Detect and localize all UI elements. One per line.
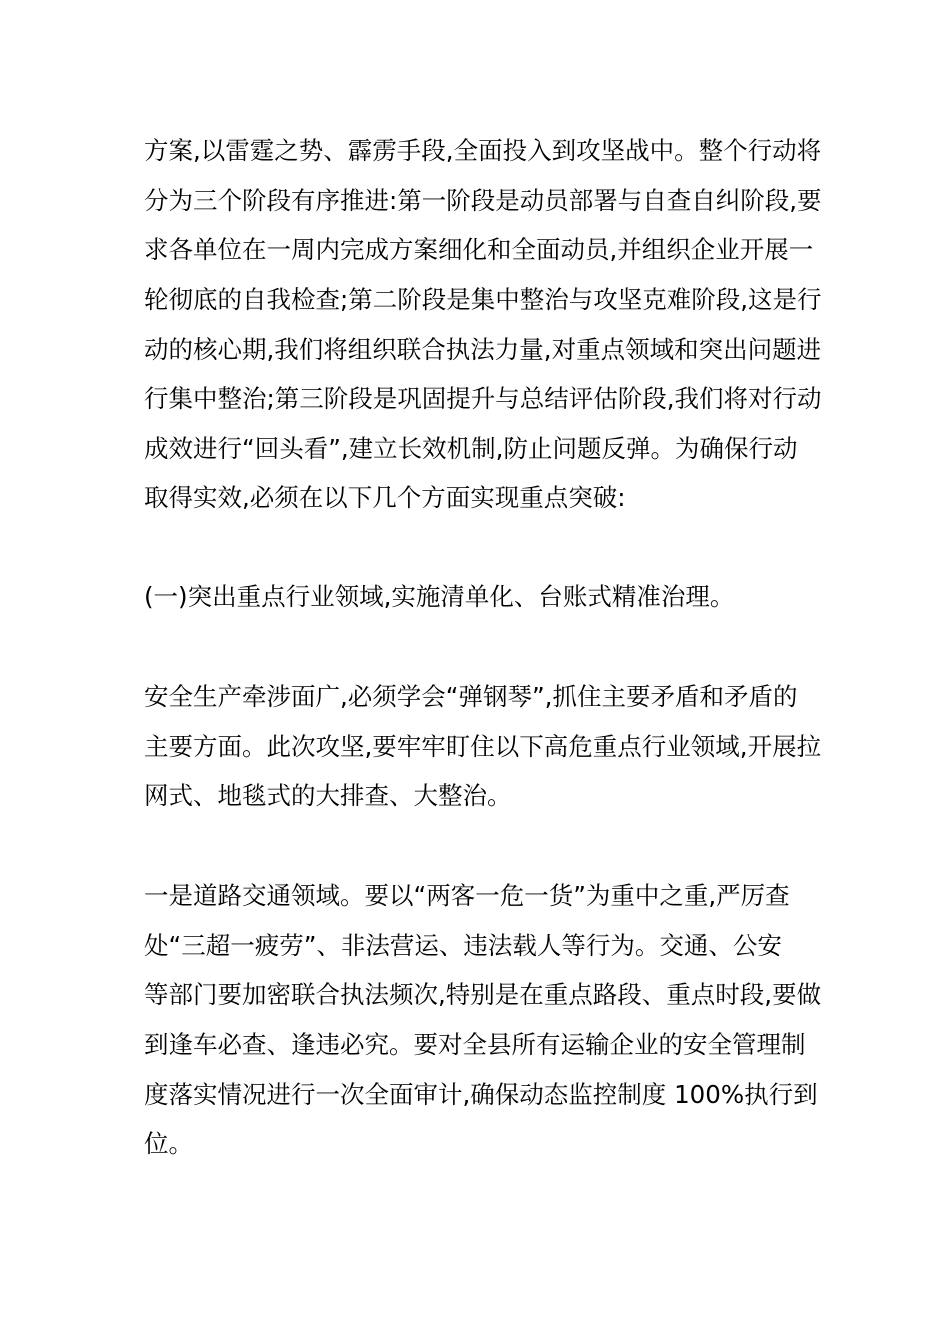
- body-text-line: 轮彻底的自我检查;第二阶段是集中整治与攻坚克难阶段,这是行: [144, 285, 822, 314]
- body-text-line: 求各单位在一周内完成方案细化和全面动员,并组织企业开展一: [144, 235, 814, 264]
- body-text-line: 成效进行“回头看”,建立长效机制,防止问题反弹。为确保行动: [144, 434, 798, 463]
- section-heading: (一)突出重点行业领域,实施清单化、台账式精准治理。: [144, 582, 735, 611]
- body-text-line: 分为三个阶段有序推进:第一阶段是动员部署与自查自纠阶段,要: [144, 186, 822, 215]
- body-text-line: 方案,以雷霆之势、霹雳手段,全面投入到攻坚战中。整个行动将: [144, 136, 822, 165]
- body-text-line: 行集中整治;第三阶段是巩固提升与总结评估阶段,我们将对行动: [144, 384, 822, 413]
- body-text-line: 等部门要加密联合执法频次,特别是在重点路段、重点时段,要做: [144, 980, 822, 1009]
- body-text-line: 取得实效,必须在以下几个方面实现重点突破:: [144, 483, 626, 512]
- body-text-line: 处“三超一疲劳”、非法营运、违法载人等行为。交通、公安: [144, 931, 782, 960]
- body-text-line: 一是道路交通领域。要以“两客一危一货”为重中之重,严厉查: [144, 881, 790, 910]
- body-text-line: 位。: [144, 1129, 193, 1158]
- body-text-line: 度落实情况进行一次全面审计,确保动态监控制度 100%执行到: [144, 1080, 818, 1109]
- body-text-line: 网式、地毯式的大排查、大整治。: [144, 781, 512, 810]
- body-text-line: 安全生产牵涉面广,必须学会“弹钢琴”,抓住主要矛盾和矛盾的: [144, 682, 798, 711]
- body-text-line: 到逢车必查、逢违必究。要对全县所有运输企业的安全管理制: [144, 1030, 806, 1059]
- body-text-line: 动的核心期,我们将组织联合执法力量,对重点领域和突出问题进: [144, 335, 822, 364]
- body-text-line: 主要方面。此次攻坚,要牢牢盯住以下高危重点行业领域,开展拉: [144, 732, 822, 761]
